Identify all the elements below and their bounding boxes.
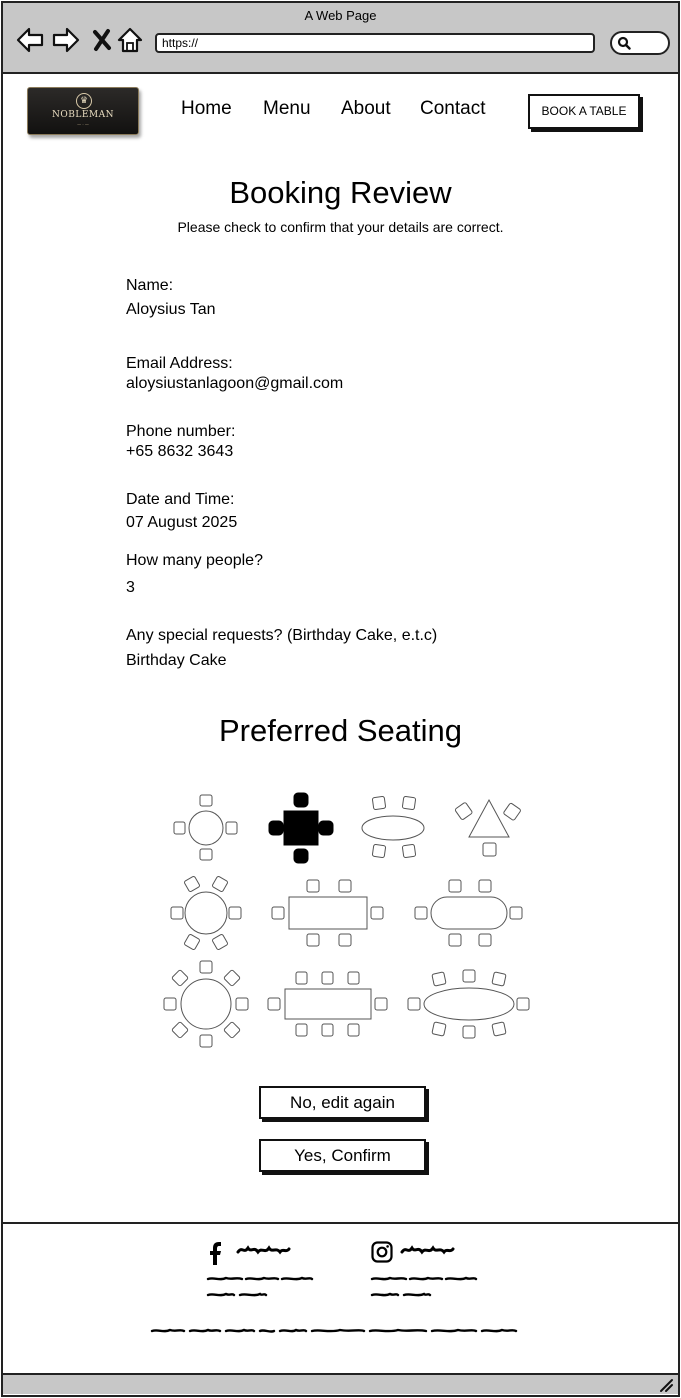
round-table-4-seats-icon[interactable] <box>170 790 242 870</box>
facebook-link-scribble[interactable] <box>236 1244 291 1256</box>
square-table-4-seats-icon[interactable] <box>265 790 337 870</box>
url-bar[interactable]: https:// <box>155 33 595 53</box>
edit-again-button[interactable]: No, edit again <box>259 1086 426 1119</box>
page-title: Booking Review <box>229 175 452 210</box>
round-table-6-seats-icon[interactable] <box>167 873 247 953</box>
special-requests-label: Any special requests? (Birthday Cake, e.t.c) <box>126 627 438 644</box>
instagram-icon[interactable] <box>370 1240 394 1264</box>
instagram-text-scribble <box>370 1274 480 1302</box>
rect-table-6-seats-icon[interactable] <box>269 875 389 955</box>
confirm-button[interactable]: Yes, Confirm <box>259 1139 426 1172</box>
datetime-label: Date and Time: <box>126 491 235 508</box>
email-value: aloysiustanlagoon@gmail.com <box>126 375 344 392</box>
forward-arrow-icon[interactable] <box>51 25 81 55</box>
instagram-link-scribble[interactable] <box>400 1244 455 1256</box>
browser-search-box[interactable] <box>610 31 670 55</box>
logo-tagline-decoration: — · — <box>77 122 89 127</box>
triangle-table-3-seats-icon[interactable] <box>451 790 531 870</box>
page-subtitle: Please check to confirm that your details are correct. <box>177 219 504 235</box>
special-requests-value: Birthday Cake <box>126 652 227 669</box>
name-label: Name: <box>126 277 174 294</box>
name-value: Aloysius Tan <box>126 301 216 318</box>
round-table-8-seats-icon[interactable] <box>161 957 251 1049</box>
back-arrow-icon[interactable] <box>15 25 45 55</box>
logo-emblem-icon: ♛ <box>76 93 92 109</box>
email-label: Email Address: <box>126 355 233 372</box>
logo-text: NOBLEMAN <box>51 110 114 120</box>
page-footer <box>3 1222 678 1372</box>
nav-home[interactable]: Home <box>181 98 232 119</box>
resize-grip-icon[interactable] <box>658 1377 674 1393</box>
seating-options-grid <box>155 785 540 1055</box>
oval-table-8-seats-icon[interactable] <box>403 965 535 1045</box>
rect-table-8-seats-icon[interactable] <box>265 965 395 1045</box>
facebook-icon[interactable] <box>206 1240 226 1266</box>
party-size-value: 3 <box>126 579 135 596</box>
facebook-text-scribble <box>206 1274 316 1302</box>
browser-toolbar <box>3 3 678 74</box>
oval-table-6-seats-icon[interactable] <box>413 875 533 955</box>
oval-table-4-seats-icon[interactable] <box>355 790 435 870</box>
book-a-table-button[interactable]: BOOK A TABLE <box>528 94 640 129</box>
phone-label: Phone number: <box>126 423 236 440</box>
nav-menu[interactable]: Menu <box>263 98 311 119</box>
home-icon[interactable] <box>115 25 145 55</box>
nav-contact[interactable]: Contact <box>420 98 486 119</box>
copyright-text-scribble <box>150 1326 518 1336</box>
preferred-seating-title: Preferred Seating <box>219 713 462 748</box>
search-icon <box>617 36 631 50</box>
datetime-value: 07 August 2025 <box>126 514 238 531</box>
party-size-label: How many people? <box>126 552 263 569</box>
window-title: A Web Page <box>304 8 377 23</box>
nobleman-logo[interactable] <box>27 87 139 135</box>
phone-value: +65 8632 3643 <box>126 443 234 460</box>
browser-status-bar <box>3 1373 678 1394</box>
nav-about[interactable]: About <box>341 98 391 119</box>
